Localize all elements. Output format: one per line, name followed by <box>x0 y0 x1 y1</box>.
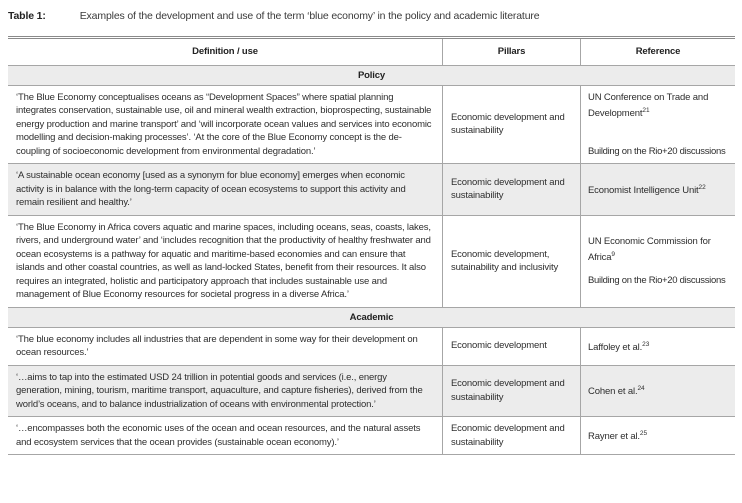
column-header-pillars: Pillars <box>443 39 581 65</box>
definition-text: ‘A sustainable ocean economy [used as a synonym for blue economy] emerges when economic activity is in balance with the long-term capacity of ocean ecosystems to support this activity and remain resilient and healthy.’ <box>16 170 406 208</box>
section-header-academic: Academic <box>8 308 735 328</box>
pillars-cell <box>443 328 581 365</box>
reference-name: Laffoley et al. <box>588 341 643 353</box>
pillars-cell <box>443 164 581 215</box>
column-header-reference: Reference <box>635 46 681 57</box>
table-row <box>8 86 735 165</box>
section-header-policy: Policy <box>8 66 735 86</box>
table-row <box>8 417 735 455</box>
reference-text <box>588 235 732 265</box>
pillars-text: Economic development and sustainability <box>451 423 565 448</box>
caption-label: Table 1: <box>8 10 46 22</box>
pillars-cell <box>443 216 581 307</box>
reference-citation-number: 23 <box>642 340 650 348</box>
reference-name: Rayner et al. <box>588 431 640 443</box>
definition-cell <box>8 417 443 454</box>
caption-text: Examples of the development and use of the term ‘blue economy’ in the policy and academic literature <box>79 10 540 22</box>
table-row <box>8 164 735 216</box>
definition-text: ‘…encompasses both the economic uses of the ocean and ocean resources, and the natural assets and ecosystem services that the ocean provides (sustainable ocean economy).’ <box>16 423 421 448</box>
definition-text: ‘The blue economy includes all industries that are dependent in some way for their development on ocean resources.’ <box>16 333 418 358</box>
definition-cell <box>8 216 443 307</box>
table <box>8 36 735 455</box>
pillars-cell <box>443 86 581 164</box>
definition-cell <box>8 328 443 365</box>
pillars-text: Economic development, sutainability and inclusivity <box>451 248 559 273</box>
reference-cell <box>581 86 735 164</box>
reference-note: Building on the Rio+20 discussions <box>588 145 726 157</box>
reference-cell <box>581 164 735 215</box>
reference-citation-number: 9 <box>611 251 616 259</box>
reference-citation-number: 25 <box>639 430 648 438</box>
reference-text <box>588 338 732 355</box>
reference-citation-number: 21 <box>642 107 650 114</box>
reference-cell <box>581 328 735 365</box>
pillars-cell <box>443 417 581 454</box>
header-row <box>8 39 735 66</box>
reference-cell <box>581 417 735 454</box>
reference-name: UN Economic Commission for Africa <box>588 235 711 264</box>
reference-citation-number: 22 <box>698 183 706 191</box>
pillars-text: Economic development and sustainability <box>451 378 565 403</box>
reference-name: UN Conference on Trade and Development <box>588 91 709 120</box>
definition-cell <box>8 164 443 215</box>
reference-cell <box>581 216 735 307</box>
column-header-definition: Definition / use <box>8 39 443 65</box>
definition-cell <box>8 366 443 417</box>
reference-name: Economist Intelligence Unit <box>588 185 699 197</box>
definition-text: ‘The Blue Economy in Africa covers aquatic and marine spaces, including oceans, seas, coasts, lakes, rivers, and underground water’ and ‘includes recognition that the productivity of healthy freshwater and ocean ecosystems is a pathway for aquatic and maritime-based economies and can ensure that islands and other coastal countries, as well as land-locked States, benefit from their resources. It also requires an integrated, holistic and participatory approach that includes sustainable use and management of Blue Economy resources for societal progress in a diverse Africa.’ <box>16 221 431 300</box>
definition-text: ‘The Blue Economy conceptualises oceans as “Development Spaces” where spatial planning integrates conservation, sustainable use, oil and mineral wealth extraction, bioprospecting, sustainable energy production and marine transport’ and ‘will incorporate ocean values and services into economic modelling and decision-making processes’. ‘At the core of the Blue Economy concept is the de-coupling of socioeconomic development from environmental degradation.’ <box>16 91 432 157</box>
reference-text <box>588 427 732 444</box>
reference-name: Cohen et al. <box>588 386 638 398</box>
reference-note: Building on the Rio+20 discussions <box>588 274 726 286</box>
reference-text <box>588 382 732 399</box>
table-caption <box>8 8 735 36</box>
pillars-cell <box>443 366 581 417</box>
table-row <box>8 328 735 366</box>
definition-text: ‘…aims to tap into the estimated USD 24 trillion in potential goods and services (i.e., energy generation, mining, tourism, maritime transport, aquaculture, and capture fisheries), derived from the world’s oceans, and to balance industrialization of oceans with environmental protection.’ <box>16 371 423 410</box>
reference-text <box>588 91 732 121</box>
definition-cell <box>8 86 443 164</box>
table-row <box>8 216 735 308</box>
pillars-text: Economic development and sustainability <box>451 176 565 202</box>
pillars-text: Economic development and sustainability <box>451 111 565 137</box>
table-row <box>8 366 735 418</box>
reference-text <box>588 181 732 198</box>
reference-cell <box>581 366 735 417</box>
pillars-text: Economic development <box>451 340 547 352</box>
reference-citation-number: 24 <box>637 385 645 393</box>
